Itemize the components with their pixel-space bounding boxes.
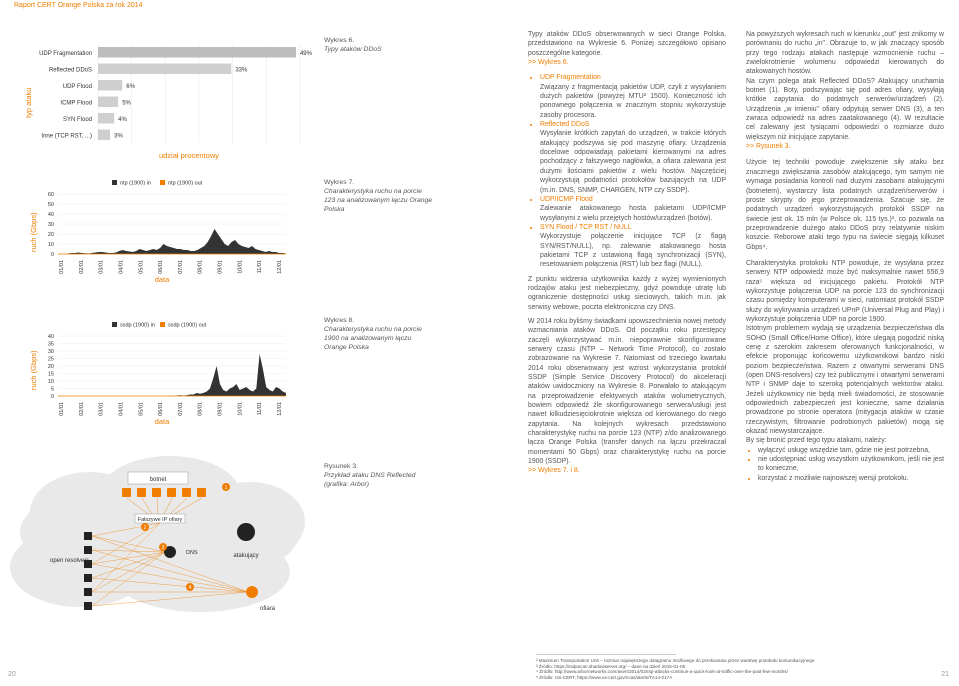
legend-label-out: ntp (1900) out [168,180,203,187]
list-item: • UDP/ICMP Flood Zalewanie atakowanego hosta pakietami UDP/ICMP wysyłanymi z wielu przejętych hostów/urządzeń (botów). [540,195,726,223]
x-tick-label: 02/01 [78,402,85,416]
bar-chart-ylabel: typ ataku [24,87,33,118]
legend-label-out: ssdp (1900) out [168,322,207,329]
bar-value-label: 4% [118,116,127,123]
y-tick-label: 30 [47,349,54,355]
svg-text:1: 1 [224,485,228,491]
paragraph: Na powyższych wykresach ruch w kierunku „out" jest znikomy w porównaniu do ruchu „in". Obrazuje to, w jak znaczący sposób przy tego rodzaju atakach następuje wzmocnienie ruchu – zwielokrotnienie wolumenu odpowiedzi kierowanych do atakowanych hostów. [746,31,944,76]
y-tick-label: 5 [50,386,54,393]
list-item: • wyłączyć usługę wszędzie tam, gdzie nie jest potrzebna, [758,446,944,455]
footnotes [536,658,946,680]
x-tick-label: 08/01 [197,402,204,416]
list-item: • Reflected DDoS Wysyłanie krótkich zapytań do urządzeń, w trakcie których atakujący podszywa się pod maszynę ofiary. Urządzenia docelowe odpowiadają pakietami kierowanymi na adres pochodzący z fałszywego nagłówka, a ofiara zalewana jest dużymi ilościami pakietów z wielu hostów. Najczęściej wykorzystują podatności protokołów bazujących na UDP (m.in. DNS, SNMP, CHARGEN, NTP czy SSDP). [540,120,726,195]
bar-value-label: 3% [114,133,123,140]
footnote: ² Maximum Transportation Unit – rozmiar największego datagramu możliwego do przekazania przez warstwę protokołu komunikacyjnego [536,658,815,663]
legend-swatch-out [160,322,165,327]
caption-wykres-7: Wykres 7. Charakterystyka ruchu na porcie 123 na analizowanym łączu Orange Polska [324,179,433,213]
footnote: ³ Źródło: https://ssdpscan.shadowserver.org/ – dane na dzień 2015-01-05 [536,663,686,669]
footnote: ⁴ Źródło: http://www.arbornetworks.com/asert/2014/03/ntp-attacks-continue-a-quick-look-at-traffic-over-the-past-few-months/ [536,669,788,675]
bar [98,47,296,58]
bar [98,113,114,124]
paragraph: W 2014 roku byliśmy świadkami upowszechnienia nowej metody wzmacniania ataków DDoS. Od początku roku przestępcy zaczęli wykorzystywać m.in. niepoprawnie skonfigurowane serwery czasu (NTP – Network Time Protocol), co zostało zobrazowane na Wykresie 7. Natomiast od trzeciego kwartału 2014 roku obserwowany jest wzrost wykorzystania protokół SSDP (Simple Service Discovery Protocol) do akceleracji ataków uwidoczniony na Wykresie 8. Porwałało to atakującym na przeprowadzenie efektywnych ataków wolumetrycznych, bowiem odpowiedź źle skonfigurowanego serwera/usługi jest nawet kilkudziesięciokrotnie większa od kierowanego do niego zapytania. Na kolejnych wykresach przedstawiono charakterystykę ruchu na porcie 123 (NTP) z/do analizowanego łącza Orange Polska (transfer danych na łączu przekraczał momentami 50 Gbps) oraz charakterystykę ruchu na porcie 1900 (SSDP). [528,317,726,466]
paragraph: Z punktu widzenia użytkownika każdy z wyżej wymienionych rodzajów ataku jest niebezpieczny, gdyż powoduje utratę lub ograniczenie dostępności usług sieciowych, takich m.in. jak serwisy webowe, poczta elektroniczna czy DNS. [528,275,726,311]
x-axis-label: data [154,417,170,426]
series-area-in [58,354,286,396]
x-tick-label: 07/01 [177,260,184,274]
attacker-label: atakujący [233,553,259,559]
x-tick-label: 05/01 [138,260,145,274]
x-tick-label: 03/01 [98,402,105,416]
x-tick-label: 11/01 [257,402,264,416]
y-tick-label: 20 [47,232,54,238]
paragraph: Charakterystyka protokołu NTP powoduje, że wysyłana przez serwery NTP odpowiedź może być maksymalnie nawet 556,9 raza⁵ większa od inicjującego pakietu. Protokół NTP wykorzystuje połączenia UDP na porcie 123 do synchronizacji czasu pomiędzy komputerami w sieci, natomiast protokół SSDP służy do wykrywania urządzeń UPnP (Universal Plug and Play) i wykorzystuje połączenia UDP na porcie 1900. [746,259,944,323]
caption-wykres-6: Wykres 6. Typy ataków DDoS [324,37,382,53]
x-tick-label: 01/01 [59,402,65,416]
y-tick-label: 35 [47,341,54,348]
x-tick-label: 05/01 [138,402,145,416]
y-tick-label: 30 [47,222,54,228]
page-number-left: 20 [8,671,16,678]
legend-swatch-in [112,180,117,185]
x-tick-label: 09/01 [217,402,224,416]
x-tick-label: 09/01 [217,260,224,274]
link-wykres-6[interactable]: >> Wykres 6. [528,59,569,67]
y-tick-label: 50 [47,202,54,208]
x-tick-label: 04/01 [118,402,125,416]
y-tick-label: 25 [47,356,54,363]
bar [98,97,118,108]
bar-category-label: ICMP Flood [60,100,92,107]
legend-swatch-out [160,180,165,185]
bar [98,64,231,75]
caption-wykres-8: Wykres 8. Charakterystyka ruchu na porcie 1900 na analizowanym łączu Orange Polska [324,317,422,351]
x-tick-label: 07/01 [177,402,184,416]
bar-category-label: UDP Flood [62,83,92,90]
x-tick-label: 08/01 [197,260,204,274]
x-tick-label: 11/01 [257,260,264,274]
list-item: • SYN Flood / TCP RST / NULL Wykorzystuje połączenie inicjujące TCP (z flagą SYN/RST/NULL), np. zalewanie atakowanego hosta pakietami TCP z ustawioną flagą synchronizacji (SYN), resetowaniem połączenia (RST) lub bez flagi (NULL). [540,223,726,270]
y-tick-label: 0 [50,252,54,258]
y-tick-label: 40 [47,212,54,218]
link-wykres-7-8[interactable]: >> Wykres 7. i 8. [528,467,580,475]
list-item: • nie udostępniać usług wszystkim użytkownikom, jeśli nie jest to konieczne, [758,455,944,474]
x-tick-label: 03/01 [98,260,105,274]
link-rysunek-3[interactable]: >> Rysunek 3. [746,143,791,151]
y-tick-label: 40 [47,334,54,340]
svg-text:2: 2 [143,525,147,531]
paragraph: Istotnym problemem wydają się urządzenia bezpieczeństwa dla SOHO (Small Office/Home Office), które ulegają pogodzić niską cenę z szerokim zakresem oferowanych funkcjonalności, w efekcie proponując końcowemu użytkownikowi bardzo niski poziom bezpieczeństwa. Razem z otwartymi serwerami DNS (open DNS-resolvers) czy też publicznymi i otwartymi serwerami NTP i SNMP daje to szeroką potencjalnych wektorów ataku. Jeżeli użytkownicy nie będą mieli świadomości, że stosowanie odpowiednich zabezpieczeń jest konieczne, same działania prowadzone po stronie operatora (mitygacja ataków w czasie rzeczywistym, filtrowanie podrobionych pakietów) mogą się okazać niewystarczające. [746,325,944,436]
bar-category-label: Inne (TCP RST, ...) [41,133,92,140]
report-header: Raport CERT Orange Polska za rok 2014 [14,2,143,9]
svg-text:4: 4 [188,585,192,591]
list-item: • UDP Fragmentation Związany z fragmentacją pakietów UDP, czyli z wysyłaniem dużych pakietów (powyżej MTU² 1500). Konieczność ich ponownego połączenia w znacznym stopniu wykorzystuje zasoby procesora. [540,73,726,120]
series-area-in [58,229,286,254]
y-tick-label: 15 [47,371,54,378]
bar-category-label: UDP Fragmentation [39,50,92,57]
caption-rysunek-3: Rysunek 3. Przykład ataku DNS Reflected (grafika: Arbor) [324,463,416,488]
page-number-right: 21 [941,671,949,678]
paragraph: Użycie tej techniki powoduje zwiększenie siły ataku bez znacznego zwiększania zasobów atakującego, tym samym nie wymaga posiadania kontroli nad dużymi zasobami atakującymi (botnetem), wystarczy lista podatnych urządzeń/serwerów i proste skrypty do jego przeprowadzenia. Szacuje się, że podatnych urządzeń wykorzystujących protokół SSDP na świecie jest ok. 15 mln (w Polsce ok. 115 tys.)³, co pozwala na przeprowadzenie dużego ataku DDoS przy relatywnie niskim koszcie. Reborowe ataki tego typu na świecie sięgają kilkuset Gbps⁴. [746,159,944,251]
spoof-ip-label: Fałszywe IP ofiary [137,517,183,523]
legend-label-in: ssdp (1900) in [120,322,155,329]
x-tick-label: 04/01 [118,260,125,274]
y-tick-label: 10 [47,379,54,385]
ssdp-traffic-chart [0,320,320,448]
x-tick-label: 12/01 [277,260,283,274]
y-tick-label: 10 [47,242,54,248]
footnote: ⁵ Źródło: US-CERT, https://www.us-cert.gov/ncas/alerts/TA14-017A [536,674,673,680]
x-tick-label: 12/01 [277,402,283,416]
x-tick-label: 01/01 [59,260,65,274]
victim-label: ofiara [260,606,276,612]
x-tick-label: 10/01 [237,260,244,274]
bar-value-label: 33% [235,67,248,74]
svg-text:3: 3 [161,545,165,551]
ntp-chart-ylabel: ruch (Gbps) [29,212,38,252]
paragraph: By się bronić przed tego typu atakami, należy: [746,437,887,445]
text-column-1: Typy ataków DDoS obserwowanych w sieci Orange Polska, przedstawiono na Wykresie 6. Poniżej szczegółowo opisano poszczególne kategorie. >> Wykres 6. • UDP Fragmentation Związany z fragmentacją pakietów UDP, czyli z wysyłaniem dużych pakietów (powyżej MTU² 1500). Konieczność ich ponownego połączenia w znacznym stopniu wykorzystuje zasoby procesora. • Reflected DDoS Wysyłanie krótkich zapytań do urządzeń, w trakcie których atakujący podszywa się pod maszynę ofiary. Urządzenia docelowe odpowiadają pakietami kierowanymi na adres pochodzący z fałszywego nagłówka, a ofiara zalewana jest dużymi ilościami pakietów z wielu hostów. Najczęściej wykorzystują podatności protokołów bazujących na UDP (m.in. DNS, SNMP, CHARGEN, NTP czy SSDP). • UDP/ICMP Flood Zalewanie atakowanego hosta pakietami UDP/ICMP wysyłanymi z wielu przejętych hostów/urządzeń (botów). • SYN Flood / TCP RST / NULL Wykorzystuje połączenie inicjujące TCP (z flagą SYN/RST/NULL), np. zalewanie atakowanego hosta pakietami TCP z ustawioną flagą synchronizacji (SYN), resetowaniem połączenia (RST) lub bez flagi (NULL). Z punktu widzenia użytkownika każdy z wyżej wymienionych rodzajów ataku jest niebezpieczny, gdyż powoduje utratę lub ograniczenie dostępności usług sieciowych, takich m.in. jak serwisy webowe, poczta elektroniczna czy DNS. W 2014 roku byliśmy świadkami upowszechnienia nowej metody wzmacniania ataków DDoS. Od początku roku przestępcy zaczęli wykorzystywać m.in. niepoprawnie skonfigurowane serwery czasu (NTP – Network Time Protocol), co zostało zobrazowane na Wykresie 7. Natomiast od trzeciego kwartału 2014 roku obserwowany jest wzrost wykorzystania protokół SSDP (Simple Service Discovery Protocol) do akceleracji ataków uwidoczniony na Wykresie 8. Porwałało to atakującym na przeprowadzenie efektywnych ataków wolumetrycznych, bowiem odpowiedź źle skonfigurowanego serwera/usługi jest nawet kilkudziesięciokrotnie większa od kierowanego do niego zapytania. Na kolejnych wykresach przedstawiono charakterystykę ruchu na porcie 123 (NTP) z/do analizowanego łącza Orange Polska (transfer danych na łączu przekraczał momentami 50 Gbps) oraz charakterystykę ruchu na porcie 1900 (SSDP). >> Wykres 7. i 8. [528,30,726,476]
y-tick-label: 60 [47,192,54,198]
paragraph: Na czym polega atak Reflected DDoS? Atakujący uruchamia botnet (1). Boty, podszywając się pod adres ofiary, wysyłają krótkie zapytania do podatnych serwerów/urządzeń (2). Urządzenia „w imieniu" ofiary odpytują serwer DNS (3), a ten zwraca odpowiedź na adres zaatakowanego (4). W rezultacie cel zalewany jest tysiącami odpowiedzi o rozmiarze dużo większym niż inicjujące zapytanie. [746,77,944,141]
x-tick-label: 06/01 [158,402,165,416]
bar-value-label: 5% [122,100,131,107]
bar-chart-xlabel: udział procentowy [158,151,220,160]
x-tick-label: 02/01 [78,260,85,274]
bar-category-label: Reflected DDoS [48,67,92,74]
x-axis-label: data [154,275,170,284]
list-item: • korzystać z możliwie najnowszej wersji protokołu. [758,474,944,483]
x-tick-label: 06/01 [158,260,165,274]
botnet-label: botnet [149,477,167,483]
bar [98,80,122,91]
ssdp-chart-ylabel: ruch (Gbps) [29,350,38,390]
y-tick-label: 0 [50,394,54,400]
x-tick-label: 10/01 [237,402,244,416]
ntp-traffic-chart [0,176,320,316]
bar [98,130,110,141]
resolvers-label: open resolvers [50,558,90,564]
legend-swatch-in [112,322,117,327]
legend-label-in: ntp (1900) in [120,180,151,187]
y-tick-label: 20 [47,364,54,370]
text-column-2 [746,30,944,483]
dns-label: DNS [186,550,198,556]
footnote-divider [536,654,676,655]
bar-category-label: SYN Flood [62,116,92,123]
bar-value-label: 6% [126,83,135,90]
bar-value-label: 49% [299,50,312,57]
dns-reflected-diagram [0,452,320,630]
